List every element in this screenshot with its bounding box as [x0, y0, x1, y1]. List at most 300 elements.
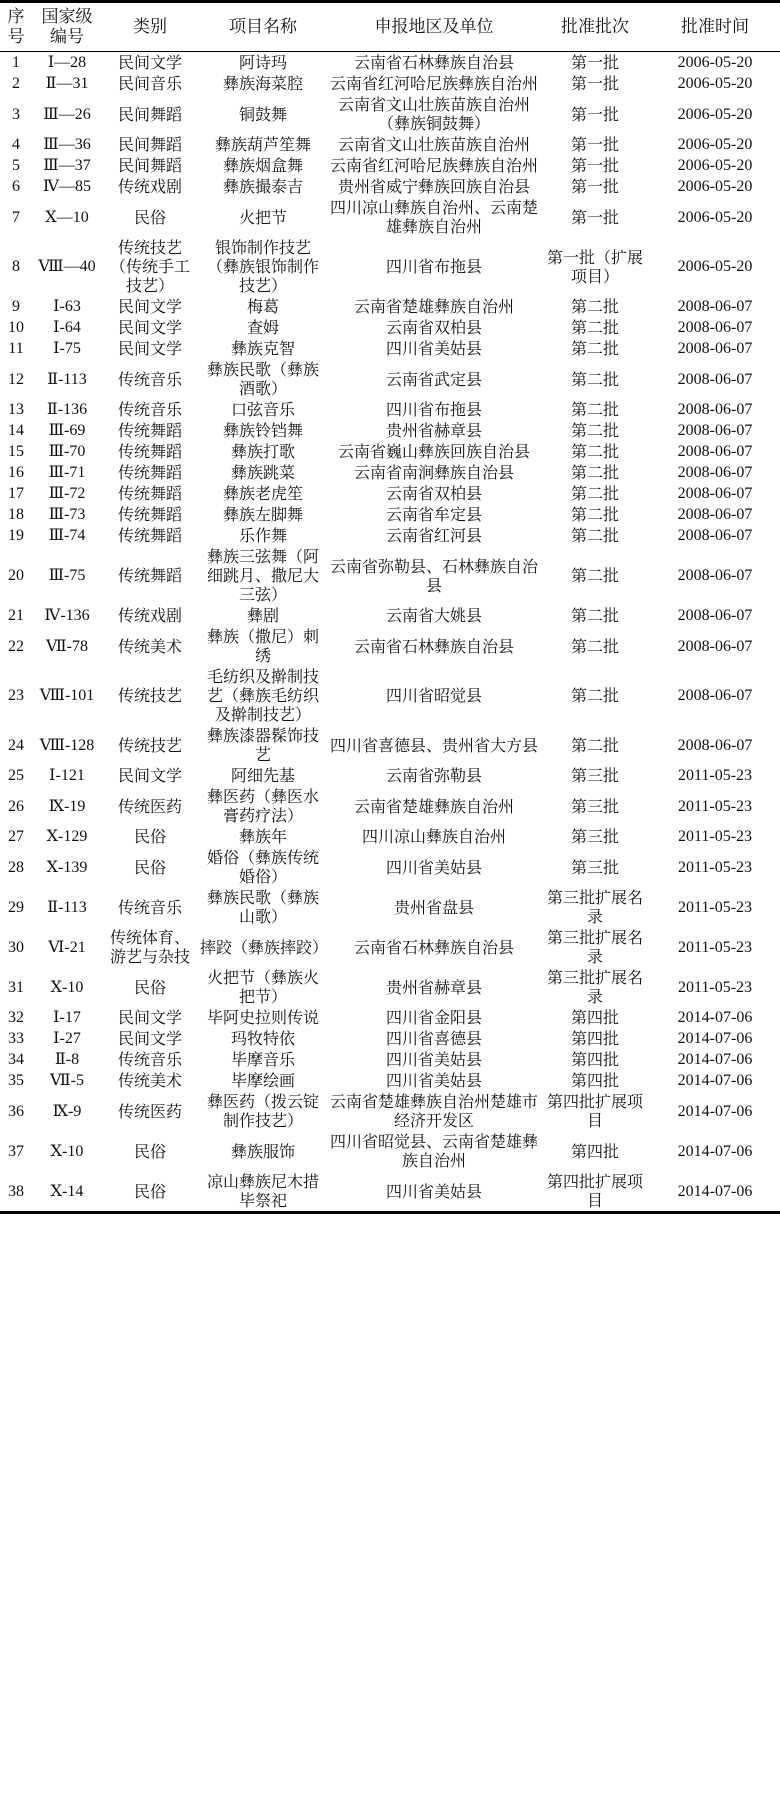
cell-code: Ⅲ—36 [43, 136, 91, 153]
cell-batch: 第二批 [570, 566, 619, 585]
cell-batch: 第二批 [570, 526, 619, 545]
cell-category: 传统舞蹈 [117, 463, 182, 482]
cell-category: 传统舞蹈 [117, 566, 182, 585]
cell-batch: 第二批 [570, 318, 619, 337]
cell-no: 13 [8, 401, 24, 418]
cell-code: Ⅲ-70 [48, 443, 86, 460]
table-row [0, 786, 780, 826]
table-row [0, 441, 780, 462]
cell-no: 15 [8, 443, 24, 460]
header-region: 申报地区及单位 [374, 17, 494, 37]
table-row [0, 1171, 780, 1213]
cell-category: 传统医药 [117, 796, 182, 816]
table-row [0, 967, 780, 1007]
cell-no: 30 [8, 938, 24, 956]
table-row [0, 1049, 780, 1070]
cell-batch: 第一批 [570, 156, 619, 175]
cell-date: 2006-05-20 [677, 105, 753, 123]
cell-date: 2006-05-20 [677, 258, 753, 275]
cell-batch: 第四批 [570, 1050, 619, 1069]
cell-date: 2011-05-23 [677, 978, 753, 996]
table-row [0, 338, 780, 359]
cell-code: Ⅵ-21 [48, 938, 86, 956]
cell-batch: 第二批 [570, 606, 619, 625]
cell-category: 传统技艺 [117, 735, 182, 755]
cell-code: Ⅰ-75 [53, 340, 81, 357]
cell-category: 民间文学 [117, 339, 182, 358]
cell-name: 毕阿史拉则传说 [206, 1008, 319, 1027]
cell-region: 云南省双柏县 [385, 318, 482, 337]
table-row [0, 483, 780, 504]
cell-no: 4 [12, 136, 20, 153]
cell-no: 38 [8, 1182, 24, 1200]
cell-no: 22 [8, 637, 24, 655]
cell-date: 2008-06-07 [677, 637, 753, 655]
table-row [0, 52, 780, 74]
header-no: 序号 [7, 7, 25, 47]
table-row [0, 296, 780, 317]
cell-code: Ⅲ-69 [48, 422, 86, 439]
cell-category: 民俗 [133, 1181, 166, 1201]
cell-date: 2006-05-20 [677, 208, 753, 226]
header-row [0, 2, 780, 52]
cell-no: 27 [8, 828, 24, 845]
cell-region: 四川省布拖县 [385, 257, 482, 276]
cell-code: Ⅶ-78 [46, 637, 88, 655]
cell-code: Ⅰ-63 [53, 298, 81, 315]
cell-region: 四川凉山彝族自治州、云南楚雄彝族自治州 [330, 198, 539, 236]
header-batch: 批准批次 [561, 17, 629, 37]
cell-code: Ⅸ-9 [52, 1102, 82, 1120]
cell-date: 2006-05-20 [677, 136, 753, 153]
cell-category: 传统医药 [117, 1101, 182, 1121]
table-row [0, 847, 780, 887]
cell-code: Ⅲ-73 [48, 506, 86, 523]
cell-name: 彝族民歌（彝族山歌） [206, 888, 319, 926]
cell-name: 凉山彝族尼木措毕祭祀 [206, 1172, 319, 1210]
cell-date: 2014-07-06 [677, 1142, 753, 1160]
cell-batch: 第三批 [570, 827, 619, 846]
cell-region: 贵州省赫章县 [385, 977, 482, 997]
cell-no: 6 [12, 178, 20, 195]
cell-date: 2014-07-06 [677, 1009, 753, 1026]
cell-date: 2006-05-20 [677, 75, 753, 92]
cell-name: 彝族服饰 [230, 1141, 295, 1161]
cell-code: Ⅰ-64 [53, 319, 81, 336]
cell-date: 2008-06-07 [677, 298, 753, 315]
cell-category: 传统舞蹈 [117, 484, 182, 503]
cell-category: 传统体育、游艺与杂技 [109, 928, 190, 966]
cell-name: 彝族打歌 [230, 442, 295, 461]
cell-date: 2011-05-23 [677, 828, 753, 845]
cell-name: 彝族老虎笙 [222, 484, 303, 503]
cell-name: 彝族克智 [230, 339, 295, 358]
cell-batch: 第四批 [570, 1141, 619, 1161]
cell-name: 口弦音乐 [230, 400, 295, 419]
cell-name: 玛牧特依 [230, 1029, 295, 1048]
table-row [0, 420, 780, 441]
cell-date: 2008-06-07 [677, 687, 753, 704]
cell-name: 乐作舞 [238, 526, 287, 545]
cell-batch: 第四批 [570, 1029, 619, 1048]
cell-category: 民间舞蹈 [117, 156, 182, 175]
cell-name: 银饰制作技艺（彝族银饰制作技艺） [206, 238, 319, 295]
cell-region: 贵州省赫章县 [385, 421, 482, 440]
cell-region: 云南省弥勒县、石林彝族自治县 [330, 556, 539, 595]
cell-name: 彝族葫芦笙舞 [214, 135, 311, 154]
cell-category: 民俗 [133, 857, 166, 877]
cell-name: 彝族烟盒舞 [222, 156, 303, 175]
cell-no: 14 [8, 422, 24, 439]
cell-date: 2008-06-07 [677, 319, 753, 336]
cell-no: 23 [8, 687, 24, 704]
cell-no: 16 [8, 464, 24, 481]
cell-date: 2008-06-07 [677, 736, 753, 754]
cell-region: 四川省金阳县 [385, 1008, 482, 1027]
cell-category: 传统美术 [117, 636, 182, 656]
cell-no: 5 [12, 157, 20, 174]
cell-code: Ⅱ-8 [54, 1051, 80, 1068]
cell-name: 彝族海菜腔 [222, 74, 303, 93]
cell-name: 梅葛 [246, 297, 279, 316]
table-row [0, 1091, 780, 1131]
cell-batch: 第三批扩展名录 [546, 968, 643, 1006]
table-row [0, 546, 780, 605]
cell-category: 传统技艺（传统手工技艺） [109, 238, 190, 295]
cell-code: Ⅲ-72 [48, 485, 86, 502]
cell-date: 2008-06-07 [677, 506, 753, 523]
cell-region: 云南省双柏县 [385, 484, 482, 503]
cell-no: 36 [8, 1102, 24, 1120]
cell-code: Ⅸ-19 [48, 797, 86, 815]
table-row [0, 605, 780, 626]
cell-no: 26 [8, 797, 24, 815]
cell-batch: 第四批扩展项目 [546, 1092, 643, 1130]
cell-code: Ⅹ—10 [45, 208, 89, 226]
cell-batch: 第二批 [570, 686, 619, 705]
cell-date: 2008-06-07 [677, 485, 753, 502]
table-row [0, 887, 780, 927]
cell-no: 29 [8, 898, 24, 916]
table-row [0, 1007, 780, 1028]
table-row [0, 94, 780, 134]
cell-code: Ⅶ-5 [50, 1072, 84, 1089]
cell-category: 传统戏剧 [117, 177, 182, 196]
cell-category: 传统舞蹈 [117, 526, 182, 545]
cell-date: 2011-05-23 [677, 858, 753, 876]
cell-category: 传统音乐 [117, 897, 182, 917]
cell-name: 查姆 [246, 318, 279, 337]
cell-code: Ⅳ—85 [43, 178, 91, 195]
cell-batch: 第一批 [570, 53, 619, 72]
cell-name: 火把节 [238, 207, 287, 227]
cell-code: Ⅳ-136 [44, 607, 90, 624]
cell-region: 云南省石林彝族自治县 [353, 937, 514, 957]
cell-code: Ⅹ-14 [50, 1182, 84, 1200]
cell-no: 18 [8, 506, 24, 523]
cell-batch: 第二批 [570, 636, 619, 656]
cell-category: 传统舞蹈 [117, 505, 182, 524]
table-row [0, 504, 780, 525]
cell-no: 35 [8, 1072, 24, 1089]
cell-name: 火把节（彝族火把节） [206, 968, 319, 1006]
cell-region: 云南省南涧彝族自治县 [353, 463, 514, 482]
cell-batch: 第二批 [570, 505, 619, 524]
cell-name: 摔跤（彝族摔跤） [200, 937, 329, 957]
cell-name: 彝族年 [238, 827, 287, 846]
cell-category: 传统音乐 [117, 369, 182, 389]
cell-name: 彝医药（拨云锭制作技艺） [206, 1092, 319, 1130]
cell-category: 传统美术 [117, 1071, 182, 1090]
cell-code: Ⅰ-27 [53, 1030, 81, 1047]
table-row [0, 359, 780, 399]
table-row [0, 197, 780, 237]
cell-region: 云南省武定县 [385, 369, 482, 389]
cell-code: Ⅷ—40 [38, 258, 96, 275]
table-row [0, 73, 780, 94]
cell-name: 彝族三弦舞（阿细跳月、撒尼大三弦） [206, 547, 319, 604]
cell-name: 铜鼓舞 [238, 104, 287, 124]
cell-name: 彝族铃铛舞 [222, 421, 303, 440]
header-name: 项目名称 [229, 17, 297, 37]
cell-code: Ⅹ-129 [46, 828, 88, 845]
cell-batch: 第二批 [570, 463, 619, 482]
cell-date: 2008-06-07 [677, 607, 753, 624]
cell-no: 25 [8, 767, 24, 784]
cell-code: Ⅲ-74 [48, 527, 86, 544]
cell-category: 传统舞蹈 [117, 442, 182, 461]
cell-no: 8 [12, 258, 20, 275]
cell-batch: 第四批扩展项目 [546, 1172, 643, 1210]
cell-batch: 第三批 [570, 857, 619, 877]
cell-batch: 第三批扩展名录 [546, 928, 643, 966]
cell-name: 彝族民歌（彝族酒歌） [206, 360, 319, 398]
cell-region: 四川凉山彝族自治州 [361, 827, 506, 846]
cell-date: 2006-05-20 [677, 178, 753, 195]
table-row [0, 1070, 780, 1091]
cell-no: 28 [8, 858, 24, 876]
cell-region: 四川省昭觉县 [385, 686, 482, 705]
table-row [0, 399, 780, 420]
cell-region: 四川省美姑县 [385, 1181, 482, 1201]
cell-code: Ⅰ—28 [47, 54, 87, 71]
cell-category: 民间舞蹈 [117, 135, 182, 154]
cell-name: 毛纺织及擀制技艺（彝族毛纺织及擀制技艺） [206, 667, 319, 724]
cell-date: 2008-06-07 [677, 443, 753, 460]
cell-date: 2014-07-06 [677, 1030, 753, 1047]
cell-category: 民间舞蹈 [117, 104, 182, 124]
cell-batch: 第一批（扩展项目） [546, 247, 643, 286]
cell-name: 毕摩音乐 [230, 1050, 295, 1069]
cell-batch: 第四批 [570, 1008, 619, 1027]
cell-region: 四川省美姑县 [385, 1050, 482, 1069]
cell-batch: 第一批 [570, 177, 619, 196]
cell-no: 9 [12, 298, 20, 315]
cell-region: 云南省红河哈尼族彝族自治州 [330, 74, 539, 93]
cell-region: 云南省大姚县 [385, 606, 482, 625]
cell-batch: 第二批 [570, 421, 619, 440]
table-row [0, 237, 780, 296]
cell-region: 云南省楚雄彝族自治州 [353, 796, 514, 816]
cell-batch: 第二批 [570, 735, 619, 755]
cell-batch: 第一批 [570, 104, 619, 124]
cell-date: 2008-06-07 [677, 464, 753, 481]
cell-date: 2014-07-06 [677, 1182, 753, 1200]
cell-code: Ⅲ-75 [48, 567, 86, 584]
cell-name: 彝族跳菜 [230, 463, 295, 482]
cell-batch: 第二批 [570, 442, 619, 461]
cell-date: 2008-06-07 [677, 527, 753, 544]
header-date: 批准时间 [681, 17, 749, 37]
cell-region: 云南省楚雄彝族自治州楚雄市经济开发区 [330, 1092, 539, 1130]
cell-code: Ⅰ-17 [53, 1009, 81, 1026]
cell-batch: 第三批扩展名录 [546, 888, 643, 926]
cell-category: 民间文学 [117, 53, 182, 72]
cell-region: 四川省昭觉县、云南省楚雄彝族自治州 [330, 1132, 539, 1170]
cell-name: 婚俗（彝族传统婚俗） [206, 848, 319, 886]
cell-code: Ⅱ-136 [46, 401, 88, 418]
cell-code: Ⅲ—26 [43, 105, 91, 123]
cell-category: 民俗 [133, 827, 166, 846]
cell-date: 2006-05-20 [677, 54, 753, 71]
cell-no: 10 [8, 319, 24, 336]
cell-region: 云南省文山壮族苗族自治州 [337, 135, 530, 154]
table-row [0, 765, 780, 786]
cell-code: Ⅷ-101 [39, 687, 95, 704]
cell-batch: 第二批 [570, 400, 619, 419]
cell-category: 民间文学 [117, 297, 182, 316]
cell-category: 民间音乐 [117, 74, 182, 93]
cell-code: Ⅹ-10 [50, 978, 84, 996]
cell-no: 12 [8, 370, 24, 388]
cell-region: 四川省美姑县 [385, 339, 482, 358]
cell-category: 民俗 [133, 1141, 166, 1161]
cell-no: 34 [8, 1051, 24, 1068]
cell-date: 2008-06-07 [677, 401, 753, 418]
cell-date: 2011-05-23 [677, 797, 753, 815]
table-row [0, 525, 780, 546]
cell-region: 贵州省盘县 [393, 897, 474, 917]
table-row [0, 626, 780, 666]
cell-region: 云南省巍山彝族回族自治县 [337, 442, 530, 461]
cell-region: 四川省喜德县、贵州省大方县 [330, 735, 539, 755]
cell-region: 云南省文山壮族苗族自治州（彝族铜鼓舞） [337, 95, 530, 133]
cell-region: 四川省美姑县 [385, 1071, 482, 1090]
table-row [0, 1028, 780, 1049]
table-row [0, 176, 780, 197]
cell-no: 11 [8, 340, 24, 357]
cell-no: 17 [8, 485, 24, 502]
cell-name: 彝族（撒尼）刺绣 [206, 627, 319, 665]
table-row [0, 666, 780, 725]
cell-category: 传统技艺 [117, 686, 182, 705]
cell-date: 2014-07-06 [677, 1102, 753, 1120]
cell-region: 云南省红河县 [385, 526, 482, 545]
cell-no: 20 [8, 567, 24, 584]
cell-code: Ⅹ-139 [46, 858, 88, 876]
cell-name: 彝剧 [246, 606, 279, 625]
cell-region: 云南省楚雄彝族自治州 [353, 297, 514, 316]
cell-code: Ⅲ-71 [48, 464, 86, 481]
cell-no: 3 [12, 105, 20, 123]
cell-date: 2011-05-23 [677, 898, 753, 916]
cell-batch: 第二批 [570, 484, 619, 503]
cell-batch: 第一批 [570, 135, 619, 154]
cell-date: 2008-06-07 [677, 422, 753, 439]
cell-category: 民间文学 [117, 1008, 182, 1027]
cell-date: 2008-06-07 [677, 340, 753, 357]
cell-region: 云南省红河哈尼族彝族自治州 [330, 156, 539, 175]
cell-code: Ⅷ-128 [39, 736, 95, 754]
cell-region: 云南省牟定县 [385, 505, 482, 524]
cell-name: 彝族左脚舞 [222, 505, 303, 524]
cell-name: 阿细先基 [230, 766, 295, 785]
cell-batch: 第三批 [570, 796, 619, 816]
cell-region: 贵州省威宁彝族回族自治县 [337, 177, 530, 196]
table-row [0, 462, 780, 483]
cell-name: 彝族漆器髹饰技艺 [206, 726, 319, 764]
cell-date: 2008-06-07 [677, 567, 753, 584]
cell-no: 2 [12, 75, 20, 92]
table-row [0, 927, 780, 967]
cell-region: 云南省石林彝族自治县 [353, 53, 514, 72]
cell-no: 33 [8, 1030, 24, 1047]
cell-no: 31 [8, 978, 24, 996]
cell-date: 2014-07-06 [677, 1051, 753, 1068]
cell-date: 2008-06-07 [677, 370, 753, 388]
cell-region: 四川省美姑县 [385, 857, 482, 877]
cell-category: 民俗 [133, 977, 166, 997]
cell-category: 民间文学 [117, 1029, 182, 1048]
cell-batch: 第二批 [570, 339, 619, 358]
cell-code: Ⅱ-113 [47, 370, 87, 388]
cell-category: 民间文学 [117, 766, 182, 785]
header-code: 国家级编号 [41, 7, 93, 47]
cell-category: 传统音乐 [117, 1050, 182, 1069]
cell-region: 四川省喜德县 [385, 1029, 482, 1048]
cell-no: 7 [12, 208, 20, 226]
cell-code: Ⅱ—31 [45, 75, 89, 92]
cell-batch: 第四批 [570, 1071, 619, 1090]
header-category: 类别 [133, 17, 167, 37]
cell-code: Ⅲ—37 [43, 157, 91, 174]
cell-name: 阿诗玛 [238, 53, 287, 72]
cell-date: 2014-07-06 [677, 1072, 753, 1089]
cell-region: 四川省布拖县 [385, 400, 482, 419]
cell-no: 24 [8, 736, 24, 754]
cell-category: 民间文学 [117, 318, 182, 337]
cell-batch: 第三批 [570, 766, 619, 785]
cell-region: 云南省石林彝族自治县 [353, 636, 514, 656]
cell-no: 37 [8, 1142, 24, 1160]
cell-no: 32 [8, 1009, 24, 1026]
table-row [0, 826, 780, 847]
cell-no: 1 [12, 54, 20, 71]
cell-batch: 第二批 [570, 369, 619, 389]
cell-batch: 第一批 [570, 74, 619, 93]
cell-batch: 第一批 [570, 207, 619, 227]
cell-code: Ⅹ-10 [50, 1142, 84, 1160]
cell-date: 2006-05-20 [677, 157, 753, 174]
cell-no: 21 [8, 607, 24, 624]
cell-name: 彝族撮泰吉 [222, 177, 303, 196]
cell-date: 2011-05-23 [677, 938, 753, 956]
cell-no: 19 [8, 527, 24, 544]
cell-name: 毕摩绘画 [230, 1071, 295, 1090]
cell-category: 民俗 [133, 207, 166, 227]
table-body [0, 52, 780, 1213]
cell-code: Ⅰ-121 [49, 767, 85, 784]
